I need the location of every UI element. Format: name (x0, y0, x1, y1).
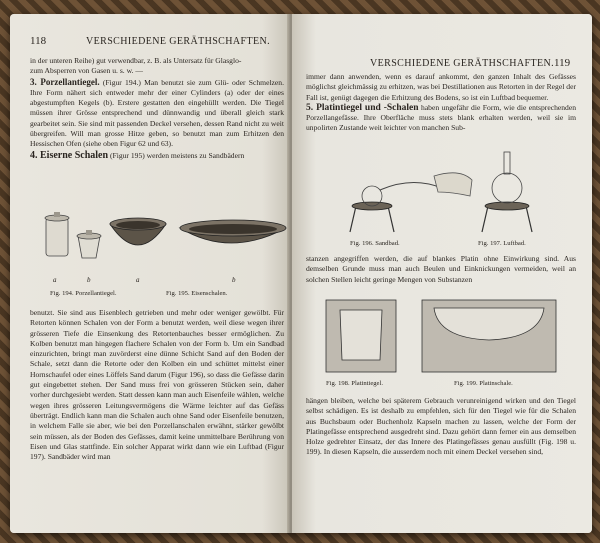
left-page-number: 118 (30, 35, 47, 47)
iron-dish-a (110, 218, 166, 245)
left-running-header: VERSCHIEDENE GERÄTHSCHAFTEN. (86, 36, 270, 47)
figure-194-caption: Fig. 194. Porzellantiegel. (50, 290, 117, 297)
platinum-crucible-capsule (326, 300, 396, 372)
figure-199-caption: Fig. 199. Platinschale. (454, 380, 513, 387)
section-heading: 3. Porzellantiegel. (30, 76, 100, 87)
figure-label: b (87, 276, 91, 284)
left-bottom-text: benutzt. Sie sind aus Eisenblech getrieben und mehr oder weniger gewölbt. Für Retorten können Schalen von der Form a benutzt werden, weil diese wegen ihrer grösseren Tiefe die Einsenkung des Retortenbauches besser ermöglichen. Zu Kolben benutzt man hingegen flachere Schalen von der Form b. Um ein Sandbad einzurichten, bringt man zuvörderst eine dünne Schicht Sand auf den Boden der Schale, setzt dann die Retorte oder den Kolben ein und schüttet mittelst einer Hornschaufel oder eines Löffels Sand darum (Figur 196), so dass die Gefässe darin gut eingebettet stehen. Der Sand muss frei von grösseren Stücken sein, daher vorher durchgesiebt werden. Statt dessen kann man auch Eisenfeile wählen, welche wegen ihres grösseren Leitungsvermögens die Wärme leichter auf das Gefäss überträgt. Endlich kann man die Schalen auch ohne Sand oder Eisenfeile benutzen, in welchem Falle sie aber, wie bei den Porzellanschalen erwähnt, stärker gewölbt sein müssen, als der Boden des Gefässes, damit keine unmittelbare Berührung von Eisen und Glas stattfinde. Ein solcher Apparat wirkt dann wie ein Luftbad (Figur 197). Sandbäder wird man (30, 308, 284, 462)
figure-label: a (136, 276, 140, 284)
right-bottom-text: hängen bleiben, welche bei späterem Gebrauch verunreinigend wirken und den Tiegel selbst schädigen. Es ist deshalb zu empfehlen, sich für den Tiegel wie für die Schalen aus Buchsbaum oder Buchenholz Kapseln machen zu lassen, welche der Form der Platingefässe entsprechend ausgedreht sind. Dazu gehört dann ferner ein aus demselben Holze gedrehter Einsatz, der das Innere des Platingefässes genau ausfüllt (Fig. 198 u. 199). In diesen Kapseln, die ausserdem noch mit einem Deckel versehen sind, (306, 396, 576, 457)
figure-195-caption: Fig. 195. Eisenschalen. (166, 290, 228, 297)
figure-198-199-illustration (322, 296, 562, 376)
section-heading: 5. Platintiegel und -Schalen (306, 102, 419, 113)
paragraph: (Figur 194.) Man benutzt sie zum Glü- oder Schmelzen. Ihre Form nähert sich entweder mehr der einer Cylinders (a) oder der eines abgestumpften Kegels (b). Erstere gestatten den eingehüllt werden. Die Tiegel müssen ihrer Grösse entsprechend und dünnwandig und überall gleich stark gearbeitet sein. Sie sind mit passenden Deckel versehen, dessen Rand nicht zu weit übergreifen. Will man grosse Hitze geben, so benutzt man zum Erhitzen den Hessischen Ofen (siehe oben Figur 62 und 63). (30, 77, 284, 149)
paragraph: (Figur 195) werden meistens zu Sandbädern (109, 150, 245, 160)
platinum-dish-capsule (422, 300, 556, 372)
right-middle-text: stanzen angegriffen werden, die auf blankes Platin ohne Einwirkung sind. Aus demselben Grunde muss man auch Beulen und Einknickungen vermeiden, weil an solchen Stellen leicht geringe Mengen von Substanzen (306, 254, 576, 284)
section-heading: 4. Eiserne Schalen (30, 149, 109, 161)
air-bath-apparatus (482, 152, 532, 232)
figure-196-caption: Fig. 196. Sandbad. (350, 240, 400, 247)
text-line: zum Absperren von Gasen u. s. w. — (30, 66, 143, 76)
figure-194-195-illustration (40, 206, 290, 286)
paragraph: immer dann anwenden, wenn es darauf ankommt, den ganzen Inhalt des Gefässes möglichst gleichmässig zu erhitzen, was bei Destillationen aus Retorten in der Regel der Fall ist, genügt dagegen die Erhitzung des Bodens, so ist ein Luftbad bequemer. (306, 72, 576, 102)
right-page (292, 14, 592, 533)
text-line: in der unteren Reihe) gut verwendbar, z. B. als Untersatz für Glasglo- (30, 56, 242, 65)
figure-197-caption: Fig. 197. Luftbad. (478, 240, 526, 247)
iron-dish-b (180, 220, 286, 243)
figure-label: b (232, 276, 236, 284)
sand-bath-apparatus (350, 173, 472, 232)
right-top-text (306, 72, 576, 134)
figure-label: a (53, 276, 57, 284)
figure-198-caption: Fig. 198. Platintiegel. (326, 380, 383, 387)
right-page-number: 119 (554, 57, 571, 69)
open-book (10, 14, 592, 533)
right-running-header: VERSCHIEDENE GERÄTHSCHAFTEN. (370, 58, 554, 69)
left-page (10, 14, 290, 533)
left-top-text (30, 56, 284, 161)
crucible-b (77, 230, 101, 258)
figure-196-197-illustration (342, 148, 542, 238)
crucible-a (45, 212, 69, 256)
paragraph: haben ungefähr die Form, wie die entsprechenden Porzellangefässe. Ihre Oberfläche muss stets blank erhalten werden, weil sie im unpolirten Zustande weit leichter von manchen Sub- (306, 102, 577, 133)
